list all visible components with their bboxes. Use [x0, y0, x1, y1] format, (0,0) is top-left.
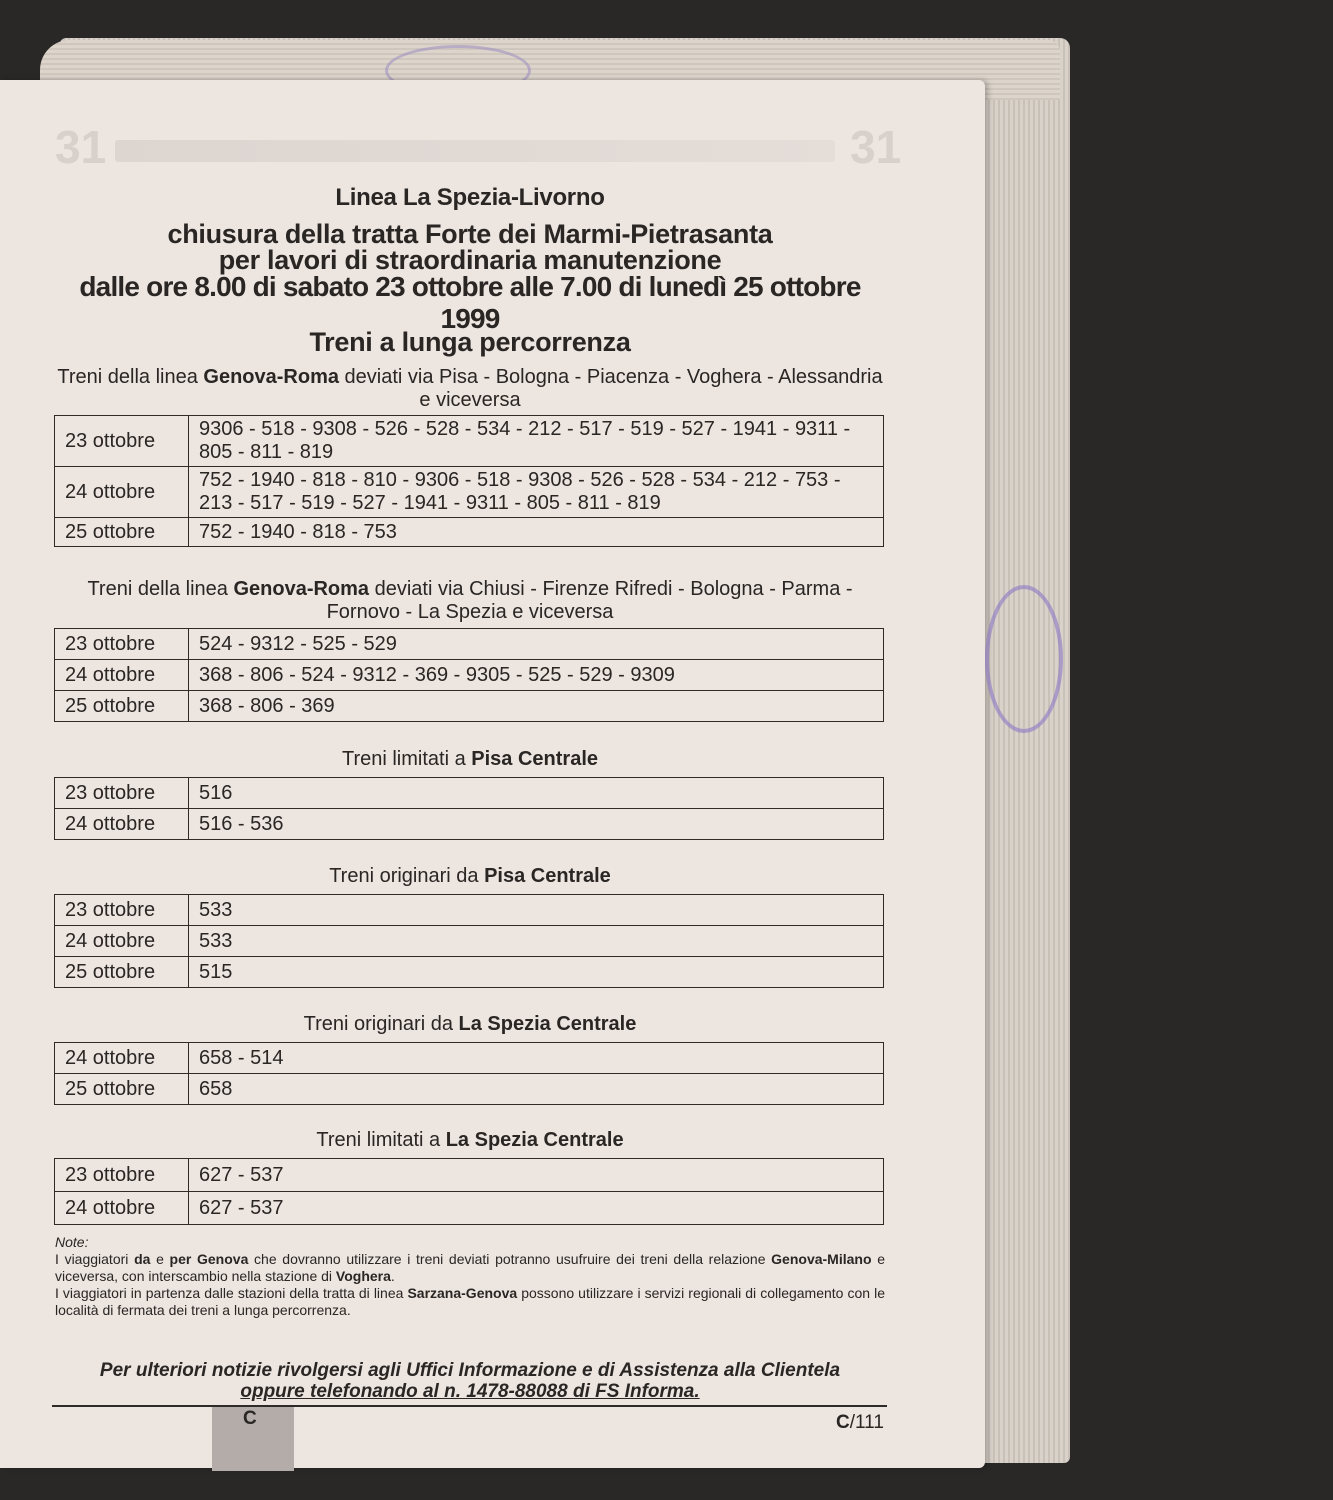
section-title: Treni a lunga percorrenza — [309, 327, 631, 357]
show-through-page-number-right: 31 — [850, 121, 902, 173]
group-caption: Treni limitati a Pisa Centrale — [341, 748, 599, 770]
date-cell: 23 ottobre — [55, 416, 189, 467]
notes-block — [55, 1234, 885, 1319]
table-row — [55, 809, 884, 840]
notice-period-line: dalle ore 8.00 di sabato 23 ottobre alle 7.00 di lunedì 25 ottobre 1999 — [79, 271, 861, 334]
trains-cell: 516 — [189, 778, 884, 809]
note-paragraph: I viaggiatori in partenza dalle stazioni della tratta di linea Sarzana-Genova possono utilizzare i servizi regionali di collegamento con le località di fermata dei treni a lunga percorrenza. — [55, 1285, 886, 1318]
trains-cell: 9306 - 518 - 9308 - 526 - 528 - 534 - 212 - 517 - 519 - 527 - 1941 - 9311 - 805 - 811 - 819 — [189, 416, 884, 467]
footer-phone-line: oppure telefonando al n. 1478-88088 di FS Informa. — [240, 1381, 700, 1402]
notice-title-line: Linea La Spezia-Livorno — [335, 184, 605, 211]
footer-rule — [52, 1405, 887, 1407]
date-cell: 25 ottobre — [55, 957, 189, 988]
section-tab-letter: C — [243, 1408, 257, 1429]
table-row — [55, 1192, 884, 1225]
trains-cell: 658 - 514 — [189, 1043, 884, 1074]
trains-cell: 658 — [189, 1074, 884, 1105]
trains-cell: 752 - 1940 - 818 - 810 - 9306 - 518 - 9308 - 526 - 528 - 534 - 212 - 753 - 213 - 517 - 519 - 527 - 1941 - 9311 - 805 - 811 - 819 — [189, 467, 884, 518]
show-through-page-number-left: 31 — [55, 121, 107, 173]
notice-subtitle-line: chiusura della tratta Forte dei Marmi-Pietrasanta — [167, 219, 773, 249]
table-row — [55, 518, 884, 547]
notice-reason-line: per lavori di straordinaria manutenzione — [218, 245, 722, 275]
trains-cell: 368 - 806 - 369 — [189, 691, 884, 722]
trains-cell: 368 - 806 - 524 - 9312 - 369 - 9305 - 525 - 529 - 9309 — [189, 660, 884, 691]
note-paragraph: I viaggiatori da e per Genova che dovranno utilizzare i treni deviati potranno usufruire dei treni della relazione Genova-Milano e viceversa, con interscambio nella stazione di Voghera. — [55, 1251, 885, 1284]
page-number: C/111 — [836, 1412, 884, 1433]
date-cell: 24 ottobre — [55, 926, 189, 957]
trains-cell: 533 — [189, 895, 884, 926]
train-table — [54, 894, 884, 988]
notes-label: Note: — [55, 1234, 89, 1250]
group-caption: Treni della linea Genova-Roma deviati via Pisa - Bologna - Piacenza - Voghera - Alessandria e viceversa — [57, 366, 883, 411]
date-cell: 24 ottobre — [55, 1043, 189, 1074]
trains-cell: 627 - 537 — [189, 1192, 884, 1225]
group-caption: Treni della linea Genova-Roma deviati via Chiusi - Firenze Rifredi - Bologna - Parma - Fornovo - La Spezia e viceversa — [87, 578, 853, 623]
trains-cell: 515 — [189, 957, 884, 988]
table-row — [55, 1043, 884, 1074]
date-cell: 24 ottobre — [55, 1192, 189, 1225]
table-row — [55, 778, 884, 809]
table-row — [55, 691, 884, 722]
trains-cell: 516 - 536 — [189, 809, 884, 840]
table-row — [55, 895, 884, 926]
table-row — [55, 629, 884, 660]
date-cell: 23 ottobre — [55, 629, 189, 660]
table-row — [55, 416, 884, 467]
date-cell: 24 ottobre — [55, 809, 189, 840]
date-cell: 23 ottobre — [55, 778, 189, 809]
table-row — [55, 926, 884, 957]
date-cell: 23 ottobre — [55, 1159, 189, 1192]
group-caption: Treni limitati a La Spezia Centrale — [316, 1129, 624, 1151]
date-cell: 25 ottobre — [55, 691, 189, 722]
table-row — [55, 957, 884, 988]
trains-cell: 524 - 9312 - 525 - 529 — [189, 629, 884, 660]
train-table — [54, 415, 884, 547]
footer-line: Per ulteriori notizie rivolgersi agli Uffici Informazione e di Assistenza alla Clientela — [99, 1360, 841, 1381]
date-cell: 24 ottobre — [55, 467, 189, 518]
table-row — [55, 1159, 884, 1192]
date-cell: 25 ottobre — [55, 518, 189, 547]
trains-cell: 627 - 537 — [189, 1159, 884, 1192]
date-cell: 25 ottobre — [55, 1074, 189, 1105]
group-caption: Treni originari da Pisa Centrale — [329, 865, 611, 887]
trains-cell: 533 — [189, 926, 884, 957]
train-table — [54, 777, 884, 840]
table-row — [55, 467, 884, 518]
footer-contact-info — [55, 1360, 885, 1402]
train-table — [54, 1158, 884, 1225]
table-row — [55, 660, 884, 691]
train-table — [54, 628, 884, 722]
trains-cell: 752 - 1940 - 818 - 753 — [189, 518, 884, 547]
train-table — [54, 1042, 884, 1105]
group-caption: Treni originari da La Spezia Centrale — [303, 1013, 637, 1035]
date-cell: 23 ottobre — [55, 895, 189, 926]
table-row — [55, 1074, 884, 1105]
date-cell: 24 ottobre — [55, 660, 189, 691]
